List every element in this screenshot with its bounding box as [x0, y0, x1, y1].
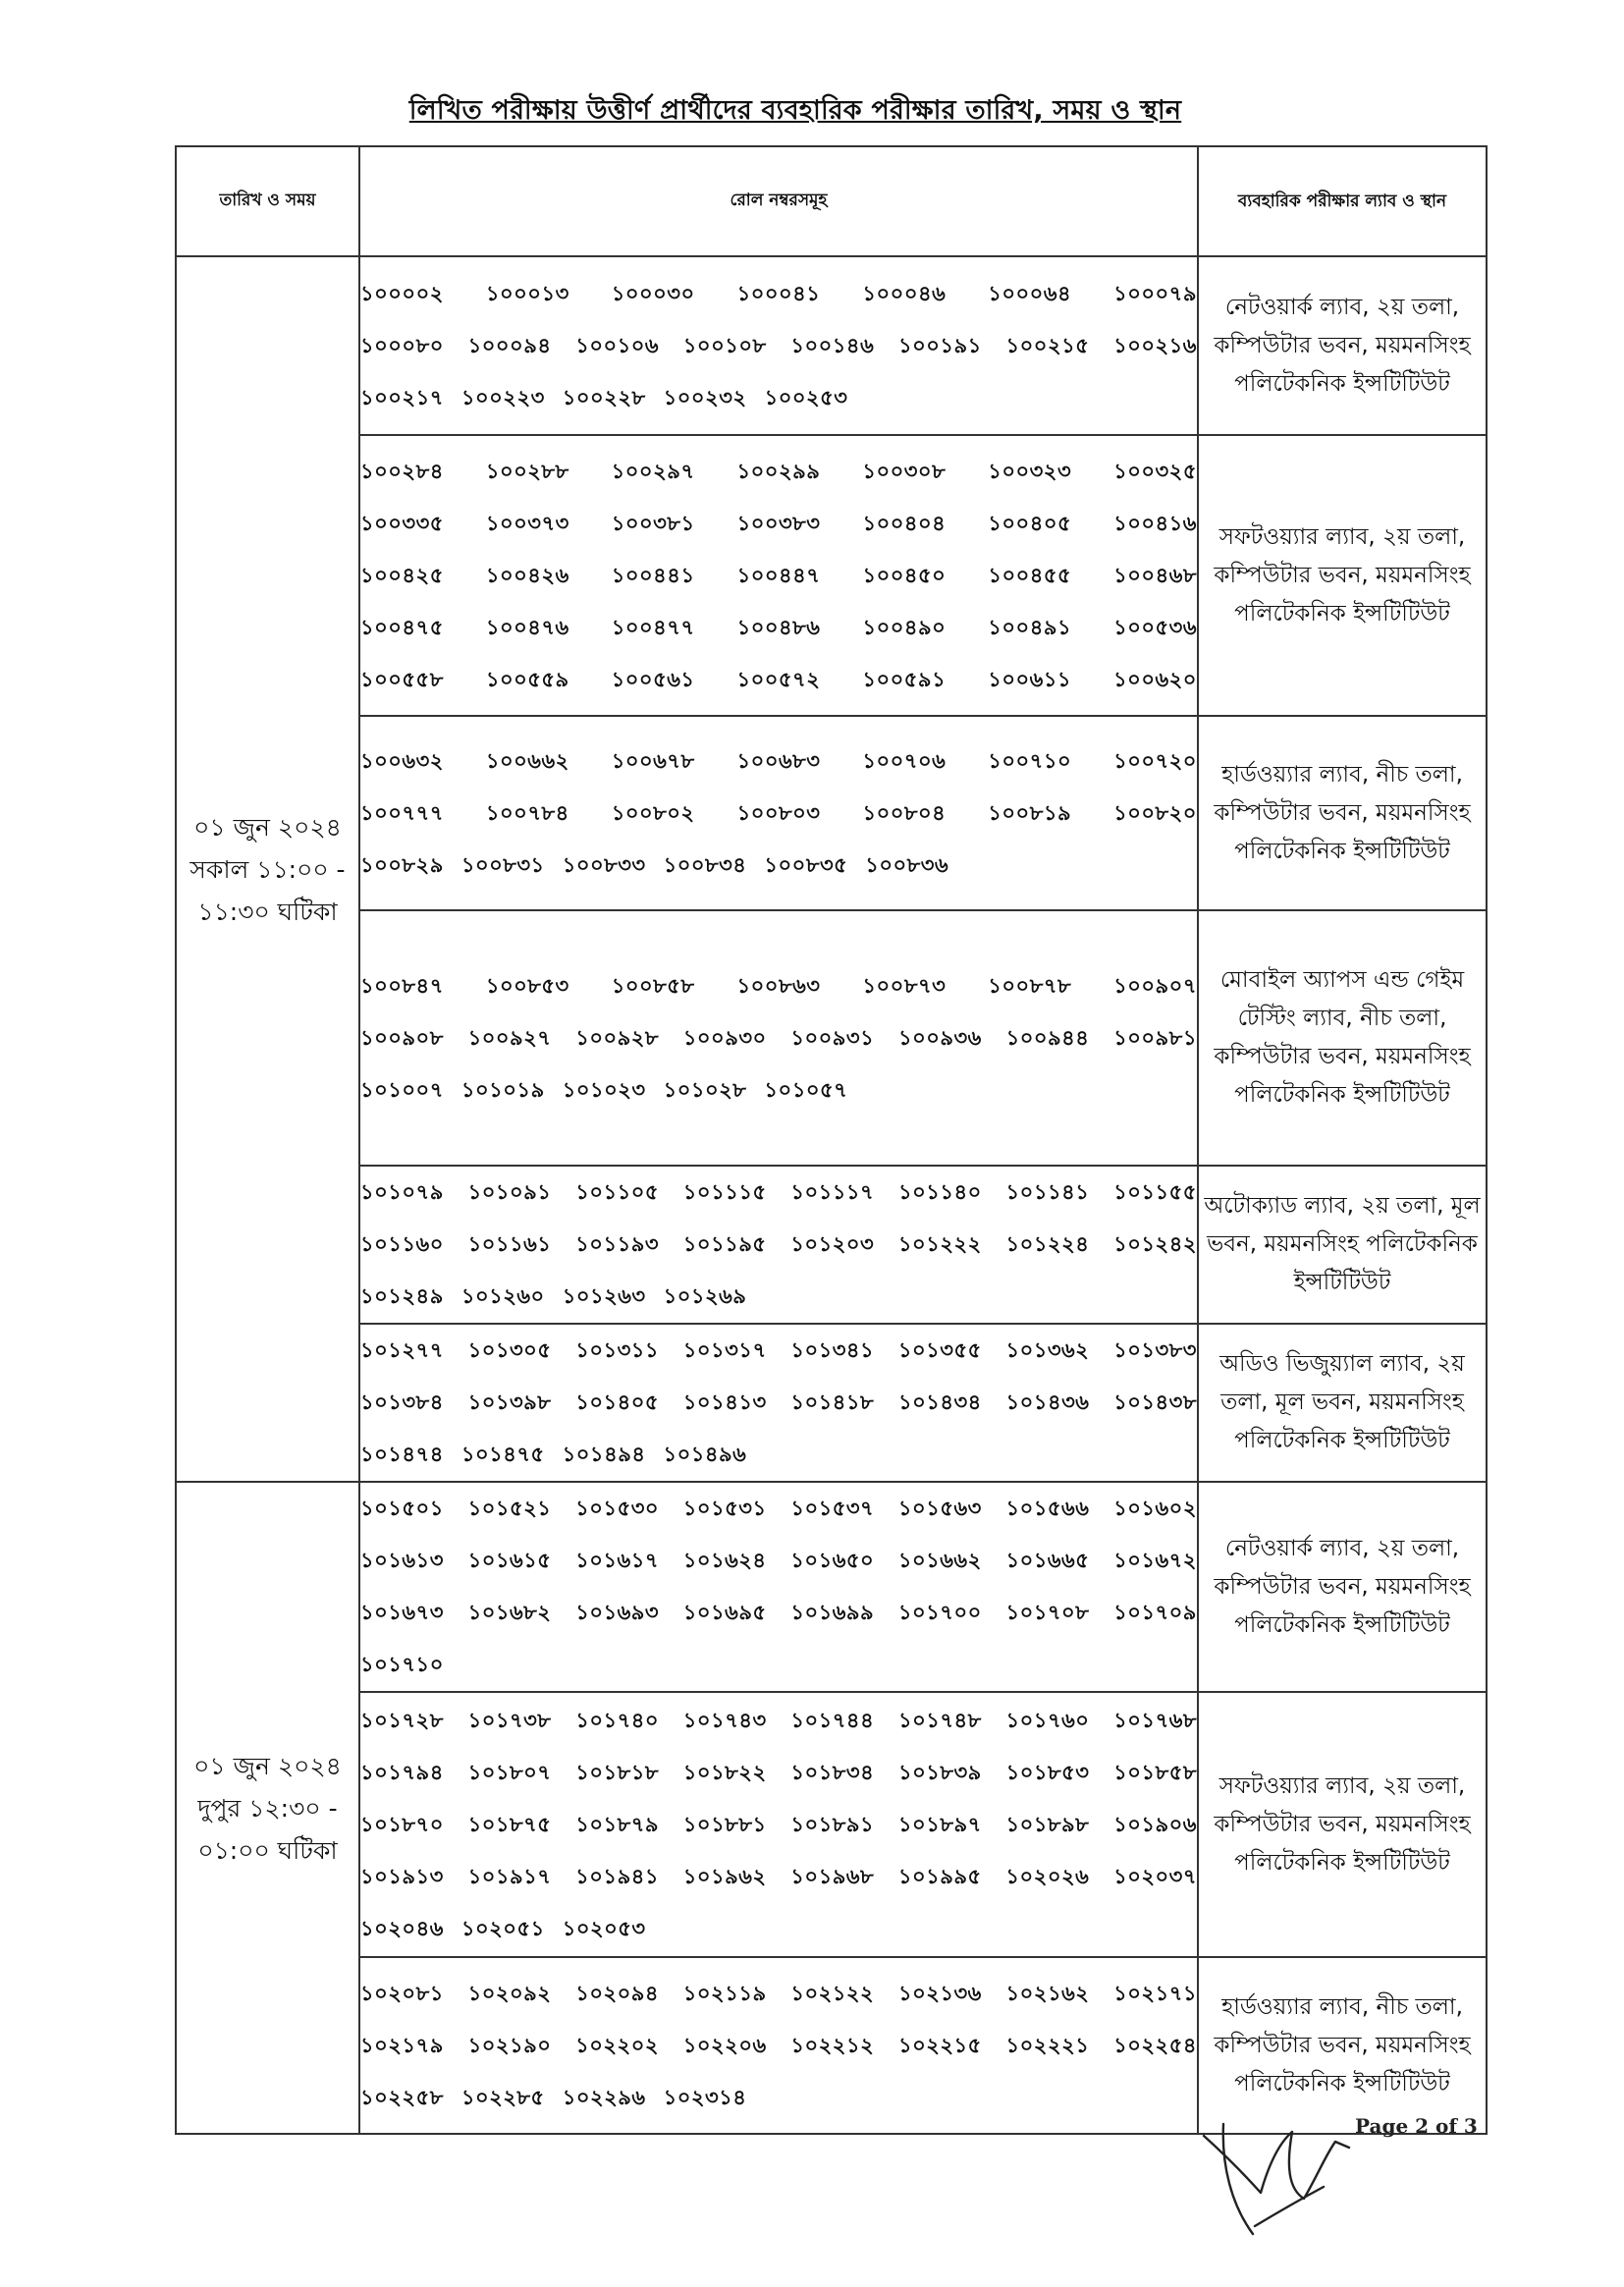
roll-number: ১০১৪৯৪ [562, 1443, 646, 1466]
roll-number-line [360, 1167, 1197, 1219]
exam-datetime-cell: ০১ জুন ২০২৪ দুপুর ১২:৩০ - ০১:০০ ঘটিকা [176, 1482, 359, 2134]
roll-number: ১০০৪৭৫ [360, 615, 444, 639]
roll-number: ১০১২৭৭ [360, 1338, 444, 1362]
roll-number: ১০১১১৫ [682, 1180, 767, 1204]
roll-number-line [360, 1012, 1197, 1064]
roll-number: ১০১৪১৮ [790, 1390, 875, 1414]
roll-number: ১০১৮২২ [682, 1760, 767, 1784]
roll-number: ১০০৪৪৭ [736, 563, 821, 587]
roll-number: ১০১২০৩ [790, 1232, 875, 1256]
roll-number: ১০১৭০৮ [1005, 1601, 1090, 1624]
roll-number: ১০০২৯৭ [611, 459, 695, 483]
roll-number: ১০১৩৯৮ [467, 1390, 552, 1414]
roll-number: ১০২২১৫ [897, 2033, 982, 2057]
roll-number: ১০০৮৬৩ [736, 973, 821, 998]
roll-number: ১০১৯৪১ [575, 1864, 659, 1888]
roll-number-line [360, 602, 1197, 654]
roll-number-line [360, 654, 1197, 706]
roll-number-line [360, 1903, 1197, 1955]
roll-number: ১০১৮৩৪ [790, 1760, 875, 1784]
roll-number: ১০২২৫৪ [1113, 2033, 1197, 2057]
roll-number: ১০০০১৩ [485, 281, 569, 305]
page-number: Page 2 of 3 [1355, 2114, 1478, 2138]
roll-number: ১০০৯৩১ [790, 1025, 875, 1050]
roll-number: ১০০৩২৩ [988, 459, 1072, 483]
roll-number: ১০২৩১৪ [663, 2085, 747, 2109]
roll-number: ১০০১০৮ [682, 333, 767, 357]
roll-number: ১০০৬৭৮ [611, 748, 695, 773]
roll-number: ১০২১৭১ [1113, 1981, 1197, 2005]
roll-number: ১০০৬৮৩ [736, 748, 821, 773]
roll-number: ১০০৪২৬ [485, 563, 569, 587]
roll-number: ১০১৬১৫ [467, 1549, 552, 1572]
schedule-body [176, 256, 1487, 2134]
roll-number: ১০০২২৮ [562, 385, 646, 409]
roll-number: ১০০৮৭৮ [988, 973, 1072, 998]
roll-number: ১০১০৫৭ [764, 1077, 848, 1102]
roll-number: ১০০৯০৭ [1113, 973, 1197, 998]
roll-number-line [360, 1064, 1197, 1116]
roll-number: ১০০৭৮৪ [485, 800, 569, 825]
roll-number: ১০১৭৪৪ [790, 1708, 875, 1732]
roll-number: ১০১২৬৩ [562, 1284, 646, 1308]
roll-number: ১০১৮১৮ [575, 1760, 659, 1784]
roll-number: ১০০০৮০ [360, 333, 444, 357]
roll-number: ১০১৯৬৮ [790, 1864, 875, 1888]
roll-number: ১০০৮২০ [1113, 800, 1197, 825]
roll-number-line [360, 1587, 1197, 1639]
roll-number: ১০০৯২৮ [575, 1025, 660, 1050]
roll-number: ১০১০১৯ [460, 1077, 545, 1102]
roll-numbers-cell [359, 1166, 1198, 1324]
roll-number: ১০০০৩০ [611, 281, 695, 305]
roll-number-line [360, 1535, 1197, 1587]
roll-number: ১০১১৬০ [360, 1232, 444, 1256]
roll-number: ১০১০২৩ [562, 1077, 646, 1102]
roll-number: ১০০২৮৮ [485, 459, 569, 483]
roll-number: ১০১৯০৬ [1113, 1812, 1197, 1836]
roll-number: ১০০২৩২ [663, 385, 747, 409]
roll-number: ১০০৪৯১ [988, 615, 1072, 639]
roll-number: ১০২১৩৬ [897, 1981, 982, 2005]
roll-number: ১০১৯১৭ [467, 1864, 552, 1888]
roll-number: ১০২২১২ [790, 2033, 875, 2057]
roll-number: ১০১৮৫৮ [1113, 1760, 1197, 1784]
roll-number: ১০০২২৩ [460, 385, 545, 409]
signature-mark [1196, 2096, 1363, 2254]
roll-number: ১০০৩৭৩ [485, 511, 569, 535]
roll-number: ১০১৪৩৪ [897, 1390, 982, 1414]
roll-numbers-cell [359, 1957, 1198, 2134]
roll-number: ১০২২৫৮ [360, 2085, 444, 2109]
roll-numbers-cell [359, 1324, 1198, 1482]
roll-number: ১০০৩২৫ [1113, 459, 1197, 483]
roll-number: ১০০৯৮১ [1113, 1025, 1197, 1050]
roll-number: ১০০৪৭৬ [485, 615, 569, 639]
lab-place-cell: সফটওয়্যার ল্যাব, ২য় তলা, কম্পিউটার ভবন, ময়মনসিংহ পলিটেকনিক ইন্সটিটিউট [1198, 435, 1487, 716]
roll-number: ১০১১০৫ [575, 1180, 660, 1204]
roll-number: ১০১৪৩৬ [1005, 1390, 1090, 1414]
roll-number-line [360, 446, 1197, 498]
roll-number-line [360, 1483, 1197, 1535]
roll-number: ১০১২২২ [897, 1232, 982, 1256]
schedule-row [176, 256, 1487, 435]
roll-number: ১০১৭৪৩ [682, 1708, 767, 1732]
roll-number-line [360, 1747, 1197, 1799]
roll-number: ১০১৯১৩ [360, 1864, 444, 1888]
roll-number: ১০১৮৩৯ [897, 1760, 982, 1784]
table-header-row [176, 146, 1487, 256]
roll-number: ১০০৫৫৮ [360, 667, 444, 691]
roll-number: ১০১৬৬৫ [1005, 1549, 1090, 1572]
roll-number: ১০০২৯৯ [736, 459, 821, 483]
lab-place-cell: অডিও ভিজুয়্যাল ল্যাব, ২য় তলা, মূল ভবন, ময়মনসিংহ পলিটেকনিক ইন্সটিটিউট [1198, 1324, 1487, 1482]
roll-number: ১০০৪৭৭ [611, 615, 695, 639]
lab-place-cell: হার্ডওয়্যার ল্যাব, নীচ তলা, কম্পিউটার ভবন, ময়মনসিংহ পলিটেকনিক ইন্সটিটিউট [1198, 716, 1487, 910]
roll-number: ১০০৮৪৭ [360, 973, 444, 998]
roll-numbers-cell [359, 256, 1198, 435]
roll-number: ১০০৪১৬ [1113, 511, 1197, 535]
lab-place-cell: সফটওয়্যার ল্যাব, ২য় তলা, কম্পিউটার ভবন, ময়মনসিংহ পলিটেকনিক ইন্সটিটিউট [1198, 1692, 1487, 1957]
roll-number: ১০১৩৮৩ [1113, 1338, 1197, 1362]
roll-number: ১০০৫৯১ [862, 667, 947, 691]
roll-number: ১০০৩৮১ [611, 511, 695, 535]
schedule-row [176, 435, 1487, 716]
roll-number: ১০১৩৮৪ [360, 1390, 444, 1414]
roll-number-line [360, 1429, 1197, 1481]
roll-number: ১০০৪৫০ [862, 563, 947, 587]
roll-number: ১০০১০৬ [575, 333, 660, 357]
roll-number: ১০১৮৭৫ [467, 1812, 552, 1836]
roll-number: ১০১২৬৯ [663, 1284, 747, 1308]
roll-number: ১০২১২২ [790, 1981, 875, 2005]
roll-numbers-cell [359, 716, 1198, 910]
roll-number: ১০১৪৩৮ [1113, 1390, 1197, 1414]
roll-number: ১০১৬৭৩ [360, 1601, 444, 1624]
roll-number: ১০০২১৬ [1113, 333, 1197, 357]
roll-number-line [360, 1968, 1197, 2020]
roll-number: ১০১৬৯৯ [790, 1601, 875, 1624]
roll-number: ১০০০৬৪ [988, 281, 1072, 305]
roll-number-line [360, 1851, 1197, 1903]
roll-number: ১০১৫০১ [360, 1497, 444, 1520]
roll-number: ১০০৮১৯ [988, 800, 1072, 825]
roll-number: ১০২২২১ [1005, 2033, 1090, 2057]
roll-number: ১০০৯২৭ [467, 1025, 552, 1050]
roll-number: ১০১১৯৫ [682, 1232, 767, 1256]
roll-number: ১০০৯৩৬ [897, 1025, 982, 1050]
roll-number: ১০২১৭৯ [360, 2033, 444, 2057]
roll-number: ১০১৮৭৯ [575, 1812, 660, 1836]
roll-number: ১০১০৭৯ [360, 1180, 444, 1204]
roll-number: ১০০২৫৩ [764, 385, 848, 409]
roll-number: ১০১৬৮২ [467, 1601, 552, 1624]
roll-number: ১০০৩৩৫ [360, 511, 444, 535]
roll-number: ১০০৪০৪ [862, 511, 947, 535]
roll-number: ১০১৮৯৮ [1005, 1812, 1090, 1836]
schedule-row [176, 1166, 1487, 1324]
schedule-row [176, 1324, 1487, 1482]
roll-number-line [360, 840, 1197, 892]
roll-number: ১০১০২৮ [663, 1077, 747, 1102]
roll-number-line [360, 320, 1197, 372]
schedule-row [176, 1482, 1487, 1692]
roll-number: ১০২০৯৪ [575, 1981, 660, 2005]
roll-number: ১০০৪০৫ [988, 511, 1072, 535]
roll-number: ১০১৭০০ [897, 1601, 982, 1624]
roll-number: ১০০৬১১ [988, 667, 1072, 691]
header-datetime: তারিখ ও সময় [176, 146, 359, 256]
roll-number: ১০১৪৭৫ [460, 1443, 545, 1466]
header-rolls: রোল নম্বরসমূহ [359, 146, 1198, 256]
roll-number: ১০২২০২ [575, 2033, 660, 2057]
roll-number: ১০১৫৩৭ [790, 1497, 875, 1520]
roll-number: ১০০৮৭৩ [862, 973, 947, 998]
lab-place-cell: নেটওয়ার্ক ল্যাব, ২য় তলা, কম্পিউটার ভবন, ময়মনসিংহ পলিটেকনিক ইন্সটিটিউট [1198, 1482, 1487, 1692]
roll-number: ১০০৪৫৫ [988, 563, 1072, 587]
roll-number: ১০১১৪১ [1005, 1180, 1090, 1204]
roll-number-line [360, 1639, 1197, 1691]
roll-number: ১০১২২৪ [1005, 1232, 1090, 1256]
roll-number: ১০০৫৩৬ [1113, 615, 1197, 639]
practical-exam-schedule-table [175, 145, 1488, 2135]
roll-number: ১০১২৪২ [1113, 1232, 1197, 1256]
roll-number: ১০২০৮১ [360, 1981, 444, 2005]
roll-number-line [360, 1325, 1197, 1377]
roll-number: ১০১৩১৭ [682, 1338, 767, 1362]
roll-number: ১০০৪৬৮ [1113, 563, 1197, 587]
roll-number: ১০০৭৭৭ [360, 800, 444, 825]
roll-number: ১০২১৬২ [1005, 1981, 1090, 2005]
roll-number: ১০০৭২০ [1113, 748, 1197, 773]
roll-number: ১০০৮৩১ [460, 852, 545, 877]
roll-numbers-cell [359, 1482, 1198, 1692]
roll-number: ১০০৮২৯ [360, 852, 444, 877]
roll-number: ১০০৬৩২ [360, 748, 444, 773]
roll-number: ১০২২৯৬ [562, 2085, 646, 2109]
roll-number: ১০১৬৫০ [790, 1549, 875, 1572]
roll-number: ১০২০৯২ [467, 1981, 552, 2005]
roll-number-line [360, 735, 1197, 788]
roll-number: ১০১৫২১ [467, 1497, 552, 1520]
roll-number: ১০০৮০৩ [736, 800, 821, 825]
roll-number: ১০১৩০৫ [467, 1338, 552, 1362]
roll-number: ১০১৪৭৪ [360, 1443, 444, 1466]
roll-number: ১০১৮৯৭ [897, 1812, 982, 1836]
roll-number: ১০১৫৩১ [682, 1497, 767, 1520]
roll-number: ১০০৮৩৩ [562, 852, 646, 877]
roll-number: ১০১২৪৯ [360, 1284, 444, 1308]
roll-number: ১০১৭১০ [360, 1653, 444, 1676]
roll-number: ১০১৪০৫ [575, 1390, 660, 1414]
roll-number: ১০১০৯১ [467, 1180, 552, 1204]
lab-place-cell: নেটওয়ার্ক ল্যাব, ২য় তলা, কম্পিউটার ভবন, ময়মনসিংহ পলিটেকনিক ইন্সটিটিউট [1198, 256, 1487, 435]
lab-place-cell: হার্ডওয়্যার ল্যাব, নীচ তলা, কম্পিউটার ভবন, ময়মনসিংহ পলিটেকনিক ইন্সটিটিউট [1198, 1957, 1487, 2134]
roll-number: ১০১৪১৩ [682, 1390, 767, 1414]
roll-number: ১০২০৪৬ [360, 1916, 444, 1940]
header-place: ব্যবহারিক পরীক্ষার ল্যাব ও স্থান [1198, 146, 1487, 256]
roll-number: ১০২২০৬ [682, 2033, 767, 2057]
roll-number: ১০১৮৭০ [360, 1812, 444, 1836]
roll-number-line [360, 2020, 1197, 2072]
roll-number: ১০১৮৫৩ [1005, 1760, 1090, 1784]
roll-number: ১০০৭১০ [988, 748, 1072, 773]
roll-number: ১০১৪৯৬ [663, 1443, 747, 1466]
roll-number: ১০১৭৬৮ [1113, 1708, 1197, 1732]
roll-number: ১০০৮৩৫ [764, 852, 848, 877]
roll-number-line [360, 1799, 1197, 1851]
lab-place-cell: অটোক্যাড ল্যাব, ২য় তলা, মূল ভবন, ময়মনসিংহ পলিটেকনিক ইন্সটিটিউট [1198, 1166, 1487, 1324]
roll-number: ১০০৫৭২ [736, 667, 821, 691]
roll-number-line [360, 372, 1197, 424]
roll-number: ১০১১৬১ [467, 1232, 552, 1256]
schedule-row [176, 1692, 1487, 1957]
roll-number: ১০০৮৫৩ [485, 973, 569, 998]
roll-number: ১০১৫৬৬ [1005, 1497, 1090, 1520]
roll-number: ১০০৪৯০ [862, 615, 947, 639]
roll-number: ১০১৬০২ [1113, 1497, 1197, 1520]
roll-number: ১০০২১৫ [1005, 333, 1090, 357]
roll-number: ১০০০৯৪ [467, 333, 552, 357]
roll-number: ১০০৮৫৮ [611, 973, 695, 998]
roll-number: ১০০৭০৬ [862, 748, 947, 773]
roll-number: ১০১১৯৩ [575, 1232, 659, 1256]
roll-number: ১০০৬২০ [1113, 667, 1197, 691]
roll-number: ১০১৩৫৫ [897, 1338, 982, 1362]
roll-number: ১০১৫৬৩ [897, 1497, 982, 1520]
roll-number: ১০০৫৫৯ [485, 667, 569, 691]
roll-number: ১০২০৫১ [460, 1916, 545, 1940]
roll-number: ১০১৫৩০ [575, 1497, 659, 1520]
roll-number: ১০১৬১৭ [575, 1549, 659, 1572]
roll-number: ১০১৬১৩ [360, 1549, 444, 1572]
roll-number: ১০১০০৭ [360, 1077, 444, 1102]
roll-number: ১০০০৪৬ [862, 281, 947, 305]
roll-number-line [360, 1271, 1197, 1323]
roll-number: ১০১৩৬২ [1005, 1338, 1090, 1362]
roll-number: ১০১৬৯৫ [682, 1601, 767, 1624]
roll-number: ১০১৭৪০ [575, 1708, 660, 1732]
roll-numbers-cell [359, 910, 1198, 1166]
roll-number: ১০১৩৪১ [790, 1338, 875, 1362]
roll-number: ১০২০২৬ [1005, 1864, 1090, 1888]
roll-number: ১০১৬৬২ [897, 1549, 982, 1572]
roll-number: ১০০৩০৮ [862, 459, 947, 483]
roll-number-line [360, 960, 1197, 1012]
roll-number: ১০০২৮৪ [360, 459, 444, 483]
roll-number: ১০১৭৬০ [1005, 1708, 1090, 1732]
roll-number: ১০০৮০২ [611, 800, 695, 825]
roll-number: ১০১৯৯৫ [897, 1864, 982, 1888]
roll-number: ১০১৬৭২ [1113, 1549, 1197, 1572]
roll-number: ১০১৮৮১ [682, 1812, 767, 1836]
roll-number-line [360, 788, 1197, 840]
document-title: লিখিত পরীক্ষায় উত্তীর্ণ প্রার্থীদের ব্যবহারিক পরীক্ষার তারিখ, সময় ও স্থান [408, 95, 1182, 126]
roll-number: ১০০৬৬২ [485, 748, 569, 773]
roll-number: ১০১১১৭ [790, 1180, 875, 1204]
exam-datetime-cell: ০১ জুন ২০২৪ সকাল ১১:০০ - ১১:৩০ ঘটিকা [176, 256, 359, 1482]
roll-number: ১০০৪৮৬ [736, 615, 821, 639]
roll-number: ১০০০৭৯ [1113, 281, 1197, 305]
roll-number: ১০০৪৪১ [611, 563, 695, 587]
roll-number: ১০২১৯০ [467, 2033, 552, 2057]
roll-number-line [360, 1695, 1197, 1747]
roll-number-line [360, 1219, 1197, 1271]
roll-number: ১০১২৬০ [460, 1284, 545, 1308]
roll-number: ১০০২১৭ [360, 385, 444, 409]
roll-number: ১০১৮৯১ [790, 1812, 875, 1836]
roll-number: ১০১৬২৪ [682, 1549, 767, 1572]
roll-number: ১০০৮৩৪ [663, 852, 747, 877]
roll-number: ১০০৩৮৩ [736, 511, 821, 535]
roll-number: ১০১৭৪৮ [897, 1708, 982, 1732]
schedule-row [176, 910, 1487, 1166]
roll-number: ১০০৮৩৬ [865, 852, 949, 877]
roll-number: ১০০৯৪৪ [1005, 1025, 1090, 1050]
roll-number: ১০২০৫৩ [562, 1916, 646, 1940]
roll-number: ১০০৮০৪ [862, 800, 947, 825]
roll-number: ১০২০৩৭ [1113, 1864, 1197, 1888]
lab-place-cell: মোবাইল অ্যাপস এন্ড গেইম টেস্টিং ল্যাব, নীচ তলা, কম্পিউটার ভবন, ময়মনসিংহ পলিটেকনিক ইন্সটিটিউট [1198, 910, 1487, 1166]
roll-numbers-cell [359, 1692, 1198, 1957]
roll-number: ১০১৬৯৩ [575, 1601, 660, 1624]
roll-number: ১০১৭২৮ [360, 1708, 444, 1732]
roll-number: ১০১৭৩৮ [467, 1708, 552, 1732]
roll-number: ১০০৫৬১ [611, 667, 695, 691]
roll-number-line [360, 268, 1197, 320]
roll-number: ১০২২৮৫ [460, 2085, 545, 2109]
roll-numbers-cell [359, 435, 1198, 716]
roll-number-line [360, 550, 1197, 602]
roll-number: ১০২১১৯ [682, 1981, 767, 2005]
roll-number: ১০০১৯১ [897, 333, 982, 357]
roll-number: ১০০৯৩০ [682, 1025, 767, 1050]
roll-number: ১০০০০২ [360, 281, 444, 305]
roll-number-line [360, 1377, 1197, 1429]
roll-number: ১০১৮০৭ [467, 1760, 552, 1784]
roll-number: ১০১১৫৫ [1113, 1180, 1197, 1204]
roll-number: ১০১৩১১ [575, 1338, 660, 1362]
roll-number: ১০০১৪৬ [790, 333, 875, 357]
roll-number-line [360, 498, 1197, 550]
roll-number: ১০১৭০৯ [1113, 1601, 1197, 1624]
roll-number: ১০১৯৬২ [682, 1864, 767, 1888]
roll-number: ১০১১৪০ [897, 1180, 982, 1204]
roll-number-line [360, 2072, 1197, 2124]
roll-number: ১০১৭৯৪ [360, 1760, 444, 1784]
schedule-row [176, 716, 1487, 910]
roll-number: ১০০৯০৮ [360, 1025, 444, 1050]
roll-number: ১০০৪২৫ [360, 563, 444, 587]
roll-number: ১০০০৪১ [736, 281, 821, 305]
